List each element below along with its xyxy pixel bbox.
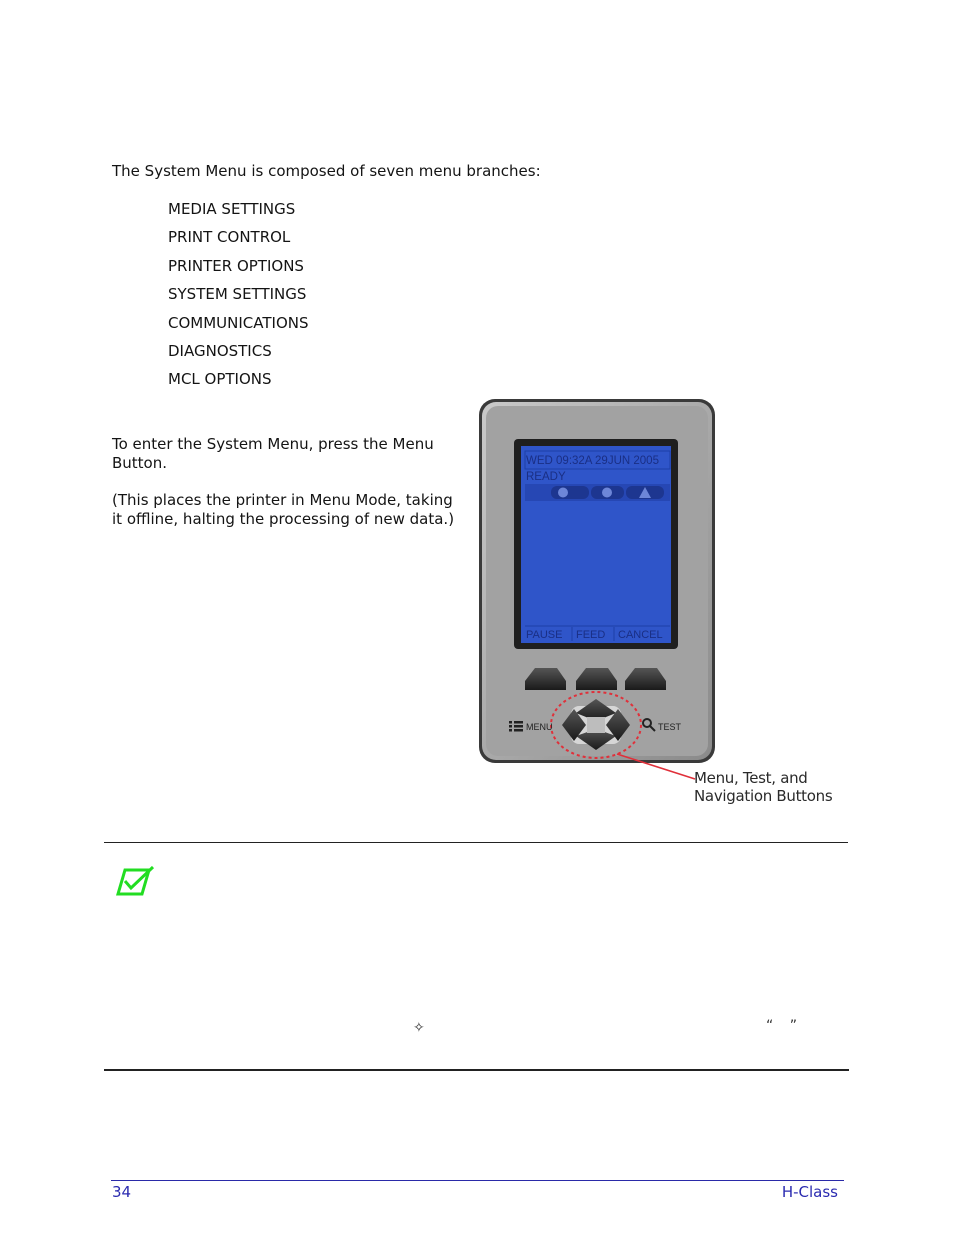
branch-item: MCL OPTIONS: [168, 370, 272, 389]
test-button-label[interactable]: TEST: [658, 722, 682, 732]
enter-button[interactable]: [587, 717, 605, 733]
page-number: 34: [112, 1183, 132, 1201]
menu-mode-paragraph: (This places the printer in Menu Mode, taking it offline, halting the processing of new data.): [112, 491, 455, 528]
note-bottom-rule: [104, 1069, 849, 1071]
softkey-cancel-label: CANCEL: [618, 629, 663, 641]
menu-branch-list: [168, 200, 309, 399]
menu-button-label[interactable]: MENU: [526, 722, 553, 732]
callout-line-1: Menu, Test, and: [694, 769, 808, 787]
note-top-rule: [104, 842, 848, 843]
branch-item: PRINT CONTROL: [168, 228, 291, 247]
callout-line-2: Navigation Buttons: [694, 787, 833, 805]
network-icon: [602, 488, 612, 498]
callout-leader-line: [615, 752, 705, 782]
lcd-icon-pill: [551, 486, 589, 499]
note-check-icon: [115, 866, 155, 898]
softkey-feed-label: FEED: [576, 629, 606, 641]
softkey-pause-label: PAUSE: [526, 629, 563, 641]
branch-item: PRINTER OPTIONS: [168, 256, 304, 275]
media-icon: [558, 488, 568, 498]
enter-menu-paragraph: To enter the System Menu, press the Menu Button.: [112, 435, 434, 472]
intro-text: The System Menu is composed of seven menu branches:: [112, 162, 541, 180]
menu-list-icon: [509, 721, 523, 732]
lcd-datetime: WED 09:32A 29JUN 2005: [526, 455, 659, 467]
branch-item: COMMUNICATIONS: [168, 313, 309, 332]
branch-item: SYSTEM SETTINGS: [168, 285, 307, 304]
lcd-status: READY: [526, 471, 566, 483]
note-star-glyph: ✧: [413, 1020, 425, 1036]
branch-item: DIAGNOSTICS: [168, 341, 272, 360]
callout-label: [694, 769, 832, 805]
note-quote-glyphs: “ ”: [766, 1018, 803, 1034]
printer-front-panel: [478, 398, 716, 764]
footer-title: H-Class: [781, 1183, 838, 1201]
footer-rule: [111, 1180, 844, 1181]
branch-item: MEDIA SETTINGS: [168, 200, 296, 218]
